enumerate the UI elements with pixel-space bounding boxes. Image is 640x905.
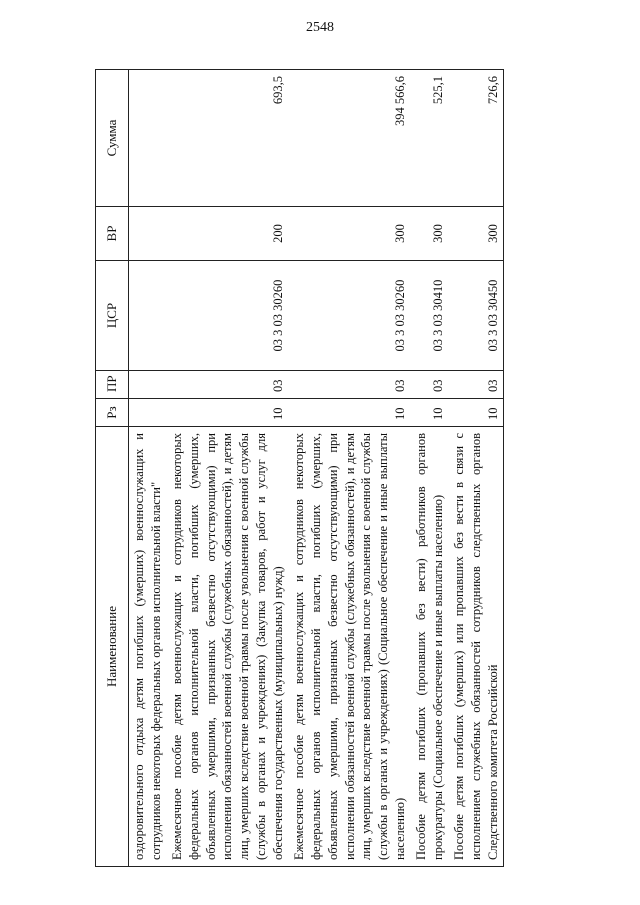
row-sum: 693,5	[167, 70, 289, 207]
row-csr	[129, 261, 167, 371]
row-sum: 525,1	[411, 70, 449, 207]
row-csr: 03 3 03 30260	[167, 261, 289, 371]
row-vr: 300	[411, 207, 449, 261]
header-sum: Сумма	[96, 70, 129, 207]
row-rz: 10	[289, 399, 411, 427]
table-row	[289, 70, 411, 867]
rotated-table-area	[95, 70, 547, 867]
row-rz	[129, 399, 167, 427]
row-rz: 10	[167, 399, 289, 427]
row-pr: 03	[289, 371, 411, 399]
row-pr	[129, 371, 167, 399]
row-name: оздоровительного отдыха детям погибших (умерших) военнослужащих и сотрудников некоторых федеральных органов исполнительной власти"	[129, 427, 167, 867]
row-name: Ежемесячное пособие детям военнослужащих и сотрудников некоторых федеральных органов исполнительной власти, погибших (умерших, объявленных умершими, признанных безвестно отсутствующими) при исполнении обязанностей военной службы (служебных обязанностей), и детям лиц, умерших вследствие военной травмы после увольнения с военной службы (службы в органах и учреждениях) (Закупка товаров, работ и услуг для обеспечения государственных (муниципальных) нужд)	[167, 427, 289, 867]
header-csr: ЦСР	[96, 261, 129, 371]
row-pr: 03	[449, 371, 504, 399]
row-rz: 10	[449, 399, 504, 427]
row-sum: 394 566,6	[289, 70, 411, 207]
row-vr	[129, 207, 167, 261]
row-vr: 300	[289, 207, 411, 261]
row-sum: 726,6	[449, 70, 504, 207]
header-rz: Рз	[96, 399, 129, 427]
budget-table	[95, 69, 504, 867]
landscape-page	[95, 70, 547, 867]
row-name: Пособие детям погибших (умерших) или пропавших без вести в связи с исполнением служебных обязанностей сотрудников следственных органов Следственного комитета Российской	[449, 427, 504, 867]
header-name: Наименование	[96, 427, 129, 867]
header-pr: ПР	[96, 371, 129, 399]
row-name: Ежемесячное пособие детям военнослужащих и сотрудников некоторых федеральных органов исполнительной власти, погибших (умерших, объявленных умершими, признанных безвестно отсутствующими) при исполнении обязанностей военной службы (служебных обязанностей), и детям лиц, умерших вследствие военной травмы после увольнения с военной службы (службы в органах и учреждениях) (Социальное обеспечение и иные выплаты населению)	[289, 427, 411, 867]
page-number: 2548	[306, 20, 334, 35]
row-rz: 10	[411, 399, 449, 427]
row-vr: 200	[167, 207, 289, 261]
row-pr: 03	[411, 371, 449, 399]
header-vr: ВР	[96, 207, 129, 261]
row-sum	[129, 70, 167, 207]
table-row	[167, 70, 289, 867]
row-name: Пособие детям погибших (пропавших без вести) работников органов прокуратуры (Социальное обеспечение и иные выплаты населению)	[411, 427, 449, 867]
row-pr: 03	[167, 371, 289, 399]
row-csr: 03 3 03 30450	[449, 261, 504, 371]
table-header-row	[96, 70, 129, 867]
row-vr: 300	[449, 207, 504, 261]
table-row	[449, 70, 504, 867]
row-csr: 03 3 03 30410	[411, 261, 449, 371]
table-row	[129, 70, 167, 867]
table-row	[411, 70, 449, 867]
row-csr: 03 3 03 30260	[289, 261, 411, 371]
